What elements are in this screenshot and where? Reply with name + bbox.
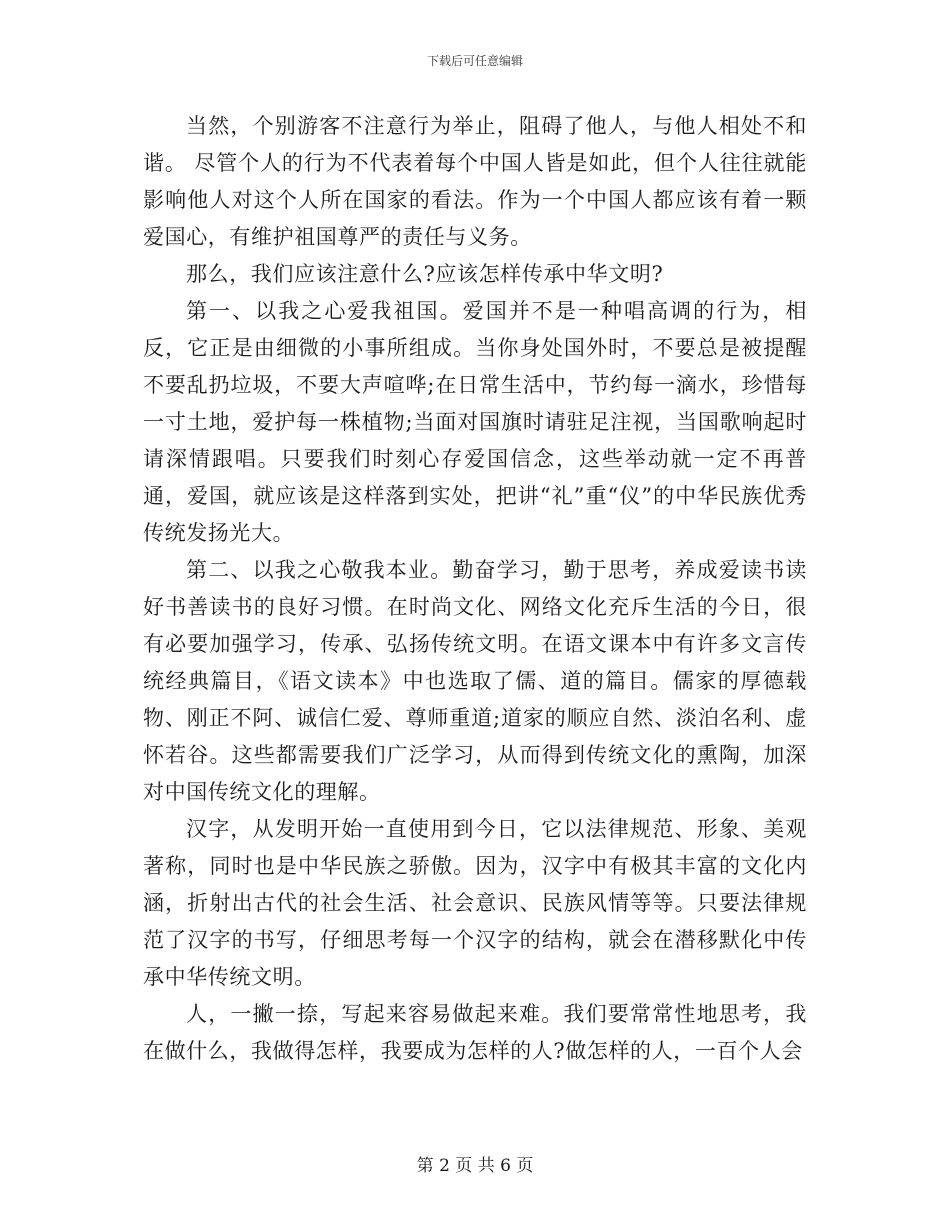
paragraph: 第一、以我之心爱我祖国。爱国并不是一种唱高调的行为，相反，它正是由细微的小事所组成。当你身处国外时，不要总是被提醒不要乱扔垃圾，不要大声喧哗;在日常生活中，节约每一滴水，珍惜每一寸土地，爱护每一株植物;当面对国旗时请驻足注视，当国歌响起时请深情跟唱。只要我们时刻心存爱国信念，这些举动就一定不再普通，爱国，就应该是这样落到实处，把讲“礼”重“仪”的中华民族优秀传统发扬光大。: [143, 299, 807, 545]
paragraph: 第二、以我之心敬我本业。勤奋学习，勤于思考，养成爱读书读好书善读书的良好习惯。在时尚文化、网络文化充斥生活的今日，很有必要加强学习，传承、弘扬传统文明。在语文课本中有许多文言传统经典篇目，《语文读本》中也选取了儒、道的篇目。儒家的厚德载物、刚正不阿、诚信仁爱、尊师重道;道家的顺应自然、淡泊名利、虚怀若谷。这些都需要我们广泛学习，从而得到传统文化的熏陶，加深对中国传统文化的理解。: [143, 558, 807, 804]
paragraph: 汉字，从发明开始一直使用到今日，它以法律规范、形象、美观著称，同时也是中华民族之骄傲。因为，汉字中有极其丰富的文化内涵，折射出古代的社会生活、社会意识、民族风情等等。只要法律规范了汉字的书写，仔细思考每一个汉字的结构，就会在潜移默化中传承中华传统文明。: [143, 817, 807, 989]
paragraph: 当然，个别游客不注意行为举止，阻碍了他人，与他人相处不和谐。 尽管个人的行为不代表着每个中国人皆是如此，但个人往往就能影响他人对这个人所在国家的看法。作为一个中国人都应该有着一颗爱国心，有维护祖国尊严的责任与义务。: [143, 114, 807, 249]
document-body: [143, 108, 807, 1070]
page-number: 第 2 页 共 6 页: [416, 1156, 534, 1176]
paragraph: 那么，我们应该注意什么?应该怎样传承中华文明?: [186, 262, 664, 286]
paragraph: 人，一撇一捺，写起来容易做起来难。我们要常常性地思考，我在做什么，我做得怎样，我要成为怎样的人?做怎样的人，一百个人会: [143, 1002, 807, 1063]
page-header-note: 下载后可任意编辑: [426, 54, 523, 68]
